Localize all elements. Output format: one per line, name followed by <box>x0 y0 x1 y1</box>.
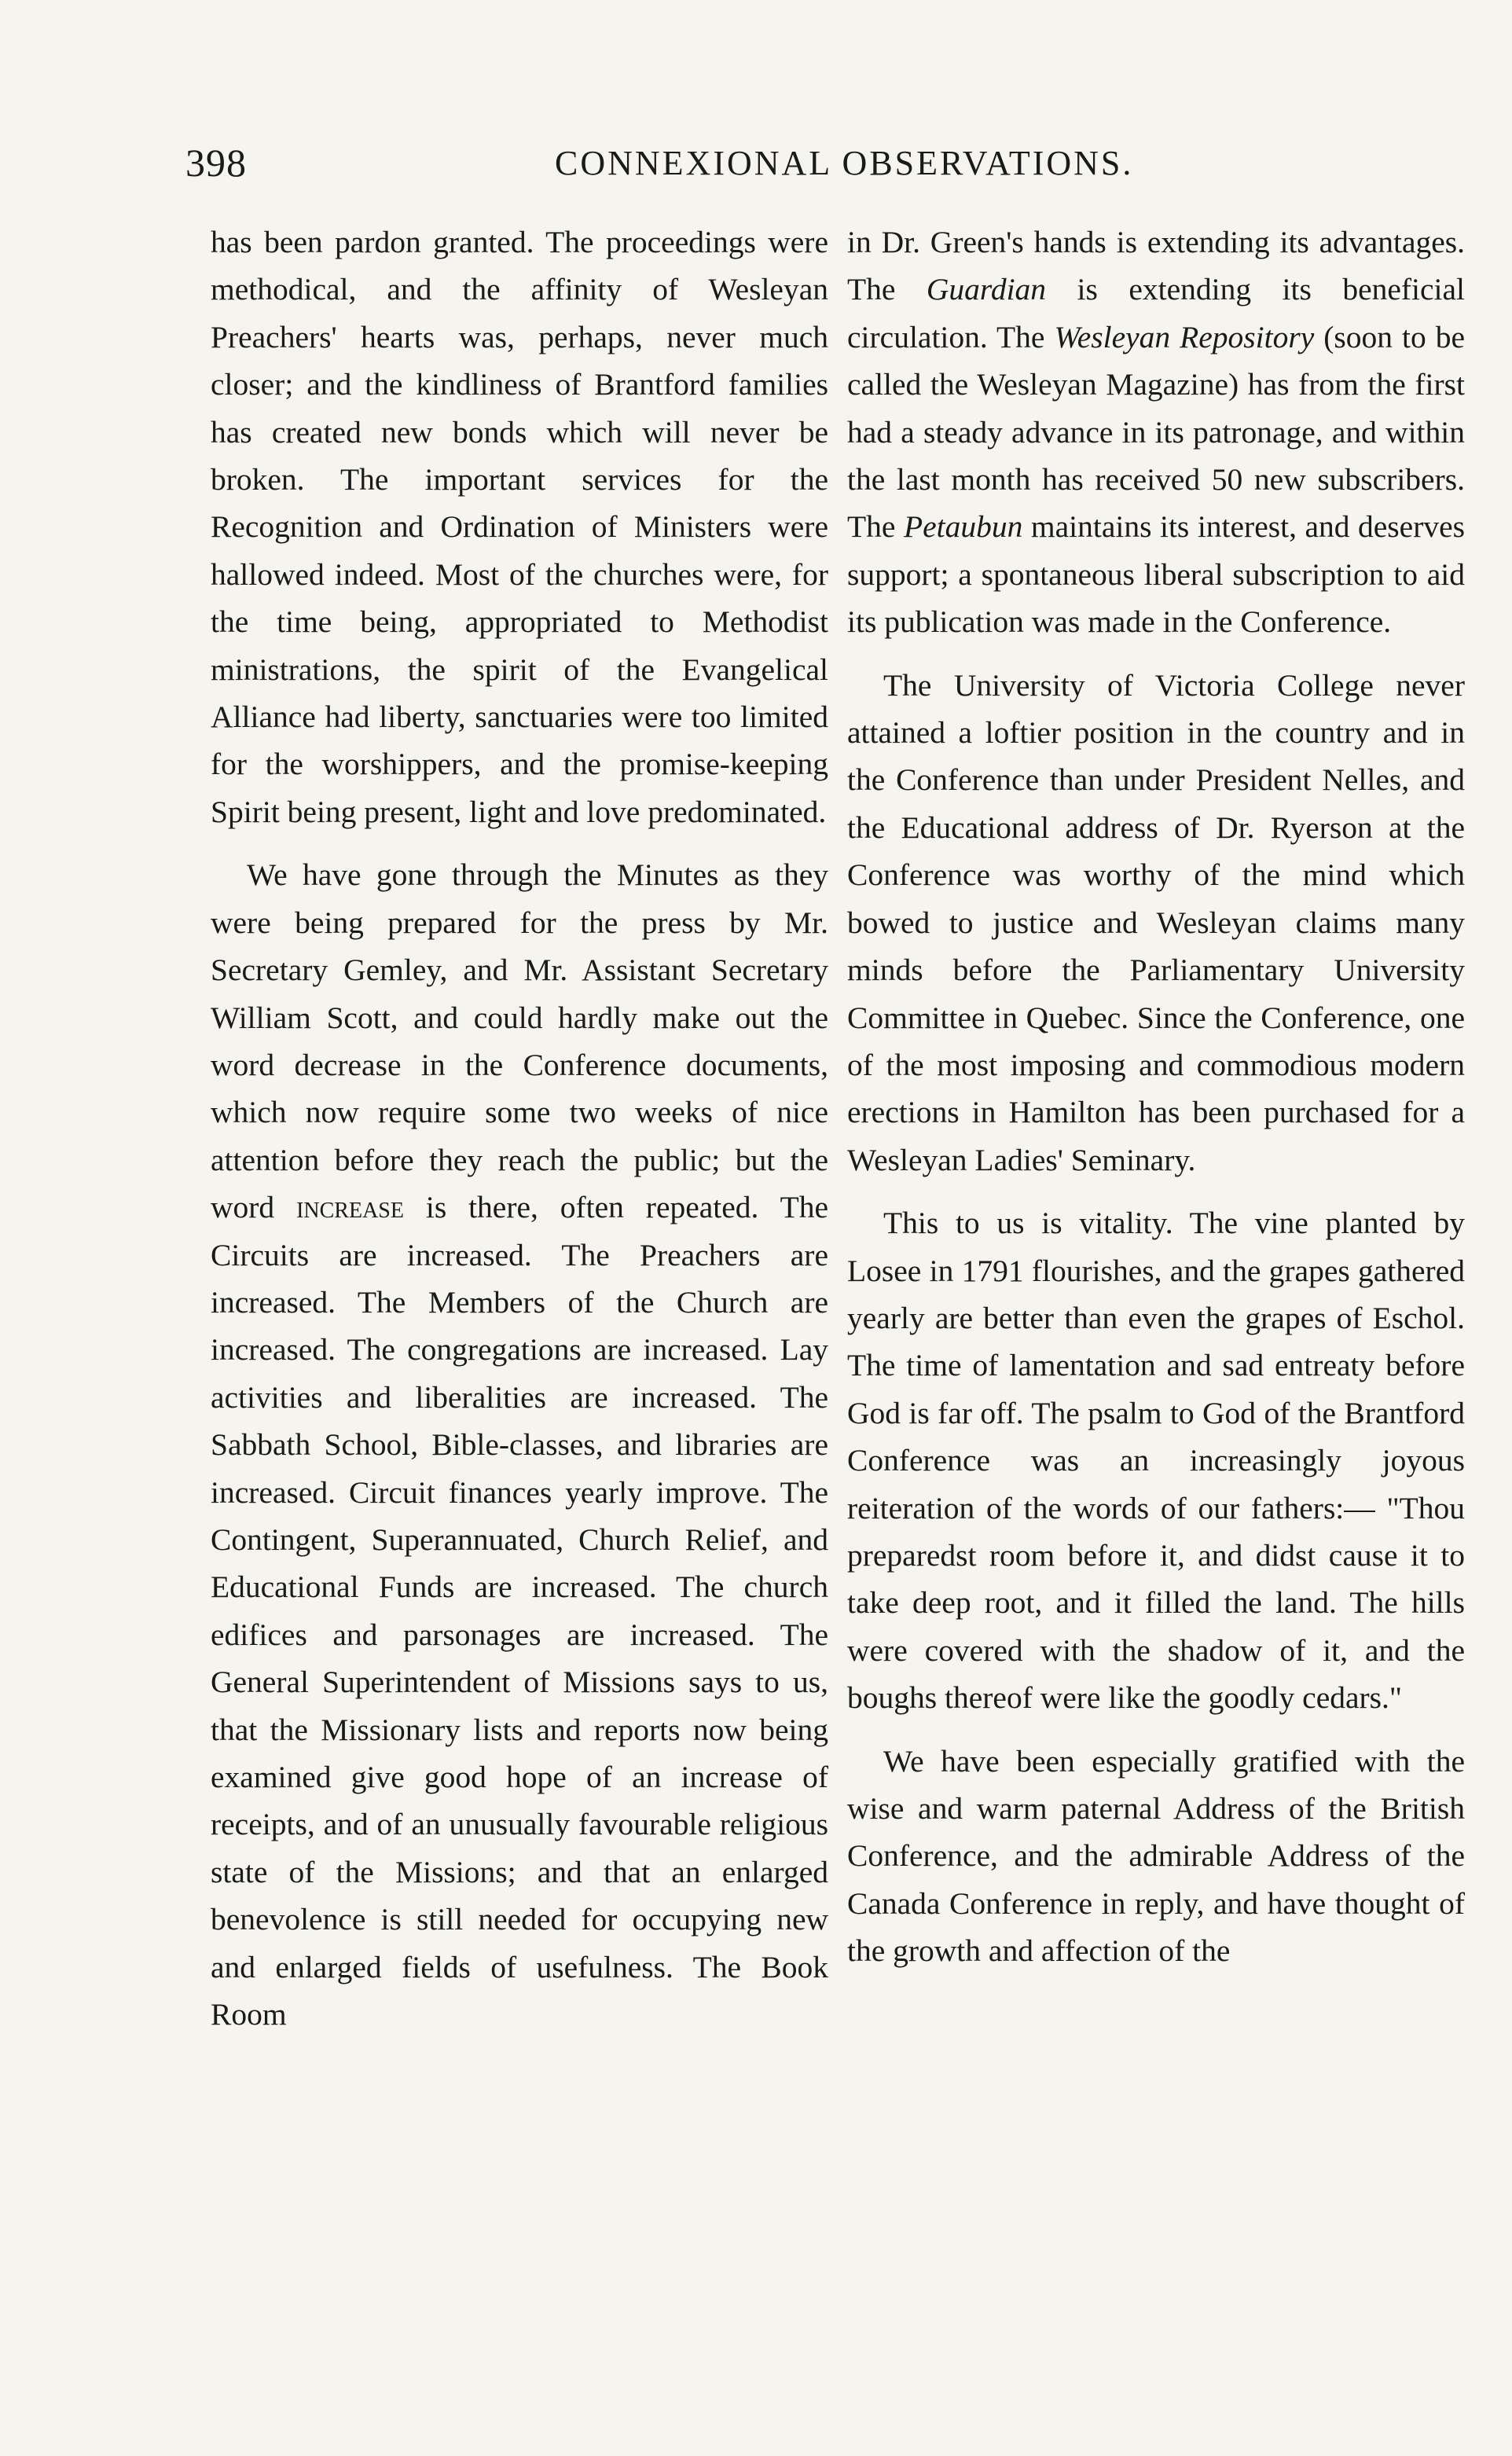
paragraph-book-room <box>847 218 1465 646</box>
paragraph-british-address: We have been especially gratified with the wise and warm paternal Address of the British Conference, and the admirable Address of the Canada Conference in reply, and have thought of the growth and affection of the <box>847 1743 1465 1969</box>
paragraph-victoria-college: The University of Victoria College never attained a loftier position in the country and in the Conference than under President Nelles, and the Educational address of Dr. Ryerson at the Conference was worthy of the mind which bowed to justice and Wesleyan claims many minds before the Parliamentary University Committee in Quebec. Since the Conference, one of the most imposing and commodious modern erections in Hamilton has been purchased for a Wesleyan Ladies' Seminary. <box>847 667 1465 1177</box>
petaubun-title: Petaubun <box>903 509 1023 545</box>
page-header <box>185 140 1477 195</box>
minutes-text-end: is there, often repeated. The Circuits are increased. The Preachers are increased. The Members of the Church are increased. The congregations are increased. Lay activities and liberalities are increased. The Sabbath School, Bible-classes, and libraries are increased. Circuit finances yearly improve. The Contingent, Superannuated, Church Relief, and Educational Funds are increased. The church edifices and parsonages are increased. The General Superintendent of Missions says to us, that the Missionary lists and reports now being examined give good hope of an increase of receipts, and of an unusually favourable religious state of the Missions; and that an enlarged benevolence is still needed for occupying new and enlarged fields of usefulness. The Book Room <box>211 1190 828 2032</box>
repository-title: Wesleyan Repository <box>1054 319 1315 354</box>
increase-word: increase <box>296 1190 404 1225</box>
running-title: CONNEXIONAL OBSERVATIONS. <box>555 144 1134 182</box>
minutes-text-start: We have gone through the Minutes as they were being prepared for the press by Mr. Secretary Gemley, and Mr. Assistant Secretary William Scott, and could hardly make out the word decrease in the Conference documents, which now require some two weeks of nice attention before they reach the public; but the word <box>211 857 828 1225</box>
paragraph-vitality: This to us is vitality. The vine planted by Losee in 1791 flourishes, and the grapes gathered yearly are better than even the grapes of Eschol. The time of lamentation and sad entreaty before God is far off. The psalm to God of the Brantford Conference was an increasingly joyous reiteration of the words of our fathers:— "Thou preparedst room before it, and didst cause it to take deep root, and it filled the land. The hills were covered with the shadow of it, and the boughs thereof were like the goodly cedars." <box>847 1206 1465 1716</box>
page-number: 398 <box>185 141 247 185</box>
paragraph-minutes-increase <box>211 851 828 2038</box>
book-room-text-c: (soon to be called the Wesleyan Magazine) has from the first had a steady advance in its patronage, and within the last month has received 50 new subscribers. The <box>847 319 1466 545</box>
paragraph-brantford-conference: has been pardon granted. The proceedings were methodical, and the affinity of Wesleyan Preachers' hearts was, perhaps, never much closer; and the kindliness of Brantford families has created new bonds which will never be broken. The important services for the Recognition and Ordination of Ministers were hallowed indeed. Most of the churches were, for the time being, appropriated to Methodist ministrations, the spirit of the Evangelical Alliance had liberty, sanctuaries were too limited for the worshippers, and the promise-keeping Spirit being present, light and love predominated. <box>211 225 828 829</box>
guardian-title: Guardian <box>926 272 1047 307</box>
book-room-text-b: is extending its beneficial circulation. The <box>847 272 1466 354</box>
book-room-text-d: maintains its interest, and deserves support; a spontaneous liberal subscription to aid its publication was made in the Conference. <box>847 509 1466 640</box>
book-room-text-a: in Dr. Green's hands is extending its advantages. The <box>847 225 1465 307</box>
right-column <box>847 218 1465 1975</box>
left-column <box>211 218 828 2038</box>
